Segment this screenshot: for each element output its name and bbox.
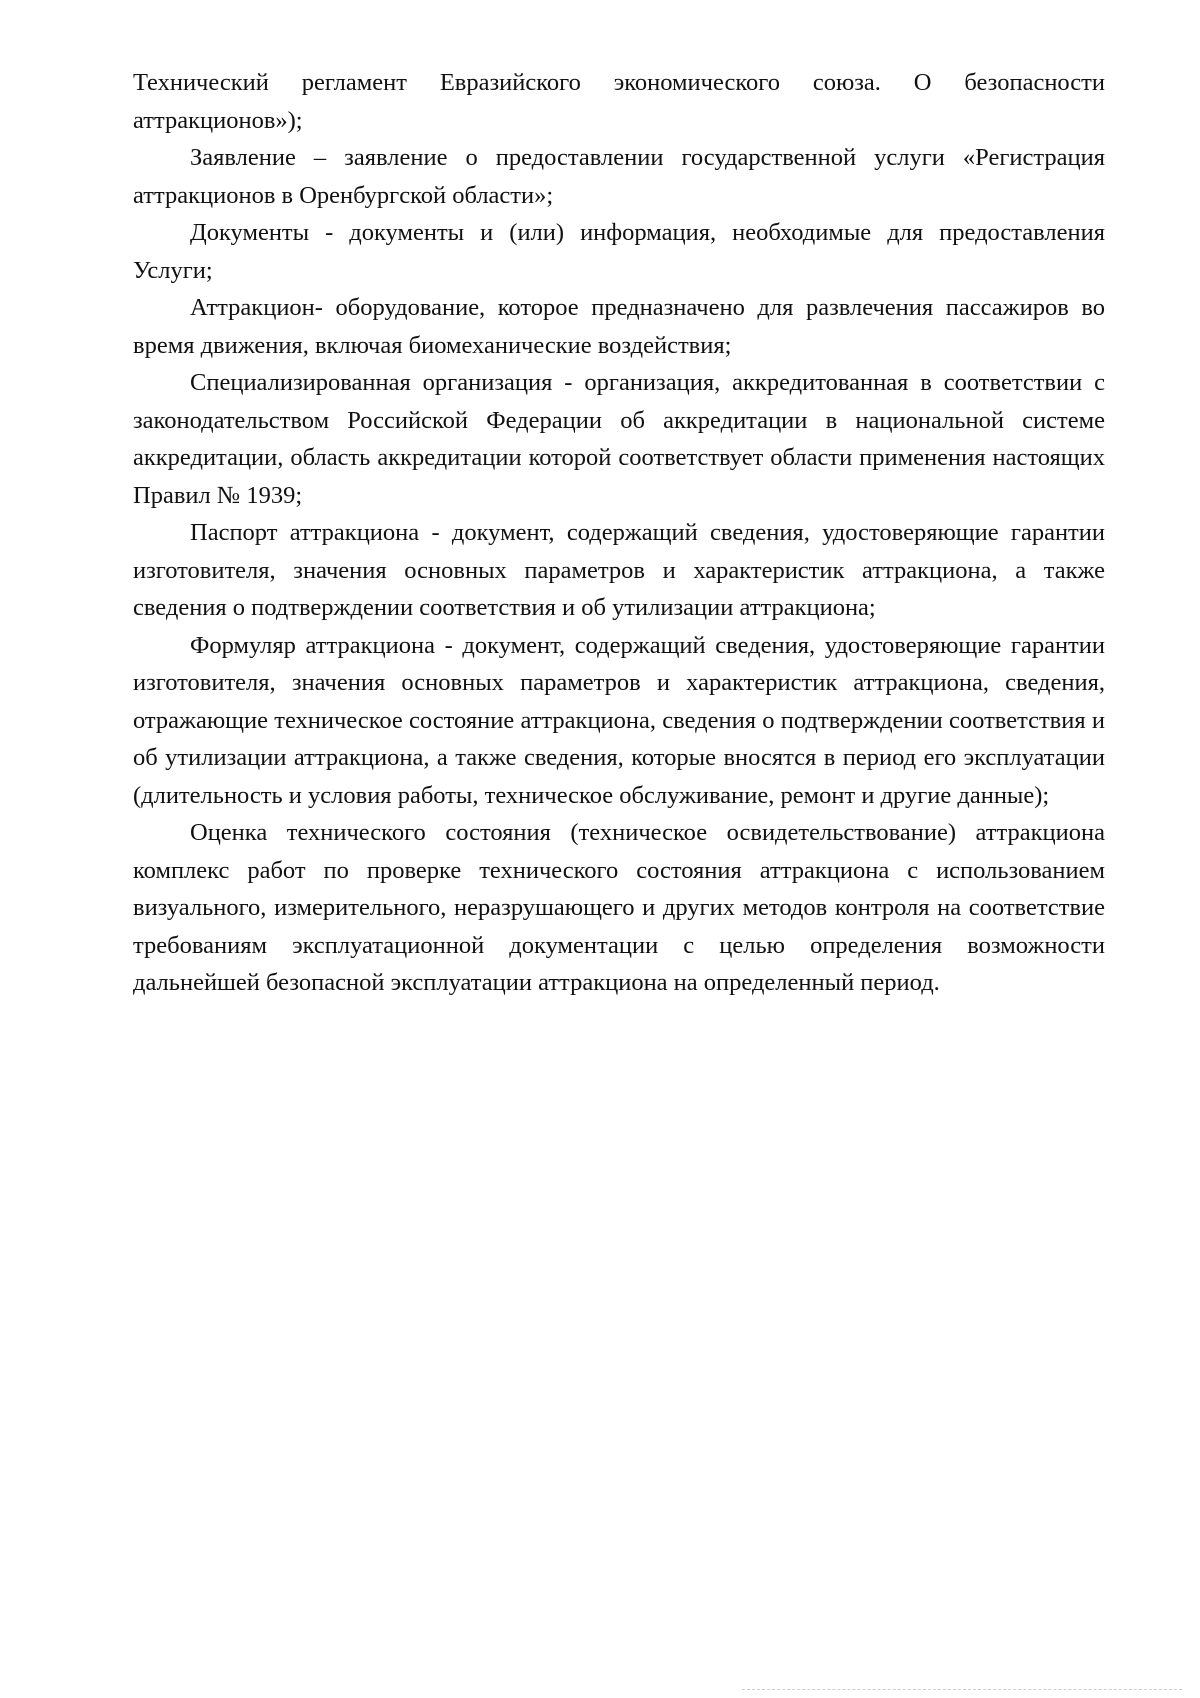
paragraph-definition-specialized-organization: Специализированная организация - организация, аккредитованная в соответствии с законодательством Российской Федерации об аккредитации в национальной системе аккредитации, область аккредитации которой соответствует области применения настоящих Правил № 1939; — [133, 369, 1105, 509]
paragraph-definition-attraction: Аттракцион- оборудование, которое предназначено для развлечения пассажиров во время движения, включая биомеханические воздействия; — [133, 294, 1105, 359]
paragraph-definition-application: Заявление – заявление о предоставлении государственной услуги «Регистрация аттракционов в Оренбургской области»; — [133, 144, 1105, 209]
paragraph-definition-passport: Паспорт аттракциона - документ, содержащий сведения, удостоверяющие гарантии изготовителя, значения основных параметров и характеристик аттракциона, а также сведения о подтверждении соответствия и об утилизации аттракциона; — [133, 519, 1105, 621]
paragraph-definition-technical-assessment: Оценка технического состояния (техническое освидетельствование) аттракциона комплекс работ по проверке технического состояния аттракциона с использованием визуального, измерительного, неразрушающего и других методов контроля на соответствие требованиям эксплуатационной документации с целью определения возможности дальнейшей безопасной эксплуатации аттракциона на определенный период. — [133, 819, 1105, 996]
document-body — [133, 64, 1105, 1002]
paragraph-definition-logbook: Формуляр аттракциона - документ, содержащий сведения, удостоверяющие гарантии изготовителя, значения основных параметров и характеристик аттракциона, сведения, отражающие техническое состояние аттракциона, сведения о подтверждении соответствия и об утилизации аттракциона, а также сведения, которые вносятся в период его эксплуатации (длительность и условия работы, техническое обслуживание, ремонт и другие данные); — [133, 631, 1105, 809]
paragraph-definition-documents: Документы - документы и (или) информация, необходимые для предоставления Услуги; — [133, 219, 1105, 284]
paragraph-regulation-continuation: Технический регламент Евразийского экономического союза. О безопасности аттракционов»); — [133, 69, 1105, 134]
scan-edge-line — [742, 1689, 1182, 1690]
